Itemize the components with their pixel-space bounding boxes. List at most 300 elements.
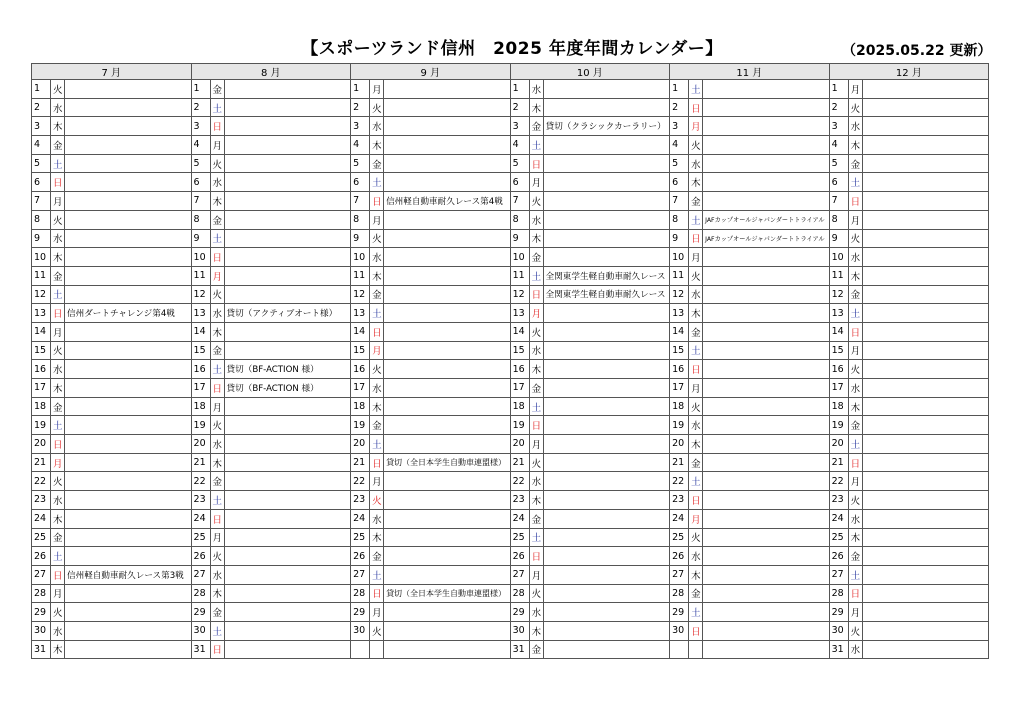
table-row [32, 304, 989, 323]
weekday: 日 [51, 565, 65, 584]
table-row [32, 154, 989, 173]
weekday: 火 [210, 285, 224, 304]
weekday: 月 [51, 584, 65, 603]
day-number [670, 640, 689, 659]
event-cell [65, 285, 192, 304]
weekday: 火 [51, 472, 65, 491]
weekday: 木 [529, 491, 543, 510]
event-cell [862, 453, 989, 472]
event-cell [65, 509, 192, 528]
day-number: 23 [191, 491, 210, 510]
day-number: 11 [510, 266, 529, 285]
weekday: 金 [689, 584, 703, 603]
weekday: 土 [370, 173, 384, 192]
weekday: 土 [210, 621, 224, 640]
day-number: 31 [510, 640, 529, 659]
event-cell [65, 435, 192, 454]
day-number: 9 [351, 229, 370, 248]
event-cell [65, 491, 192, 510]
day-number: 14 [191, 322, 210, 341]
weekday: 金 [51, 528, 65, 547]
event-cell [65, 322, 192, 341]
weekday: 水 [689, 285, 703, 304]
table-row [32, 397, 989, 416]
event-cell [65, 173, 192, 192]
weekday: 土 [210, 360, 224, 379]
weekday: 月 [370, 472, 384, 491]
event-cell [224, 98, 351, 117]
event-cell: 信州軽自動車耐久レース第3戦 [65, 565, 192, 584]
day-number: 8 [829, 210, 848, 229]
day-number: 30 [32, 621, 51, 640]
day-number: 1 [32, 80, 51, 99]
day-number: 6 [670, 173, 689, 192]
day-number: 14 [510, 322, 529, 341]
day-number: 26 [32, 547, 51, 566]
day-number: 28 [510, 584, 529, 603]
day-number: 13 [351, 304, 370, 323]
event-cell [703, 136, 830, 155]
event-cell [862, 621, 989, 640]
event-cell [65, 584, 192, 603]
weekday: 金 [529, 248, 543, 267]
event-cell: 貸切（全日本学生自動車連盟様） [384, 584, 511, 603]
weekday: 火 [689, 266, 703, 285]
weekday: 月 [529, 173, 543, 192]
weekday: 金 [210, 341, 224, 360]
weekday: 日 [51, 304, 65, 323]
weekday: 土 [370, 435, 384, 454]
day-number: 27 [829, 565, 848, 584]
table-row [32, 640, 989, 659]
weekday: 土 [51, 547, 65, 566]
day-number: 10 [32, 248, 51, 267]
day-number: 11 [829, 266, 848, 285]
day-number: 18 [670, 397, 689, 416]
weekday: 日 [848, 584, 862, 603]
event-cell [384, 565, 511, 584]
weekday: 金 [210, 210, 224, 229]
event-cell [862, 603, 989, 622]
month-header: 7 月 [32, 64, 192, 80]
day-number: 25 [829, 528, 848, 547]
event-cell [224, 192, 351, 211]
event-cell [384, 397, 511, 416]
event-cell [543, 98, 670, 117]
event-cell [543, 397, 670, 416]
day-number: 29 [191, 603, 210, 622]
weekday: 水 [848, 248, 862, 267]
day-number: 10 [670, 248, 689, 267]
event-cell [543, 435, 670, 454]
event-cell [384, 210, 511, 229]
day-number: 17 [510, 379, 529, 398]
event-cell [862, 154, 989, 173]
weekday: 木 [848, 136, 862, 155]
event-cell [384, 547, 511, 566]
weekday: 月 [529, 565, 543, 584]
weekday: 月 [210, 397, 224, 416]
day-number: 7 [670, 192, 689, 211]
event-cell [543, 565, 670, 584]
event-cell [862, 248, 989, 267]
day-number: 21 [32, 453, 51, 472]
weekday: 水 [210, 304, 224, 323]
day-number: 27 [510, 565, 529, 584]
event-cell [862, 192, 989, 211]
event-cell [384, 80, 511, 99]
weekday: 水 [210, 173, 224, 192]
weekday: 火 [529, 192, 543, 211]
weekday: 水 [689, 547, 703, 566]
event-cell [543, 528, 670, 547]
table-row [32, 547, 989, 566]
event-cell [862, 285, 989, 304]
table-row [32, 379, 989, 398]
weekday: 月 [689, 379, 703, 398]
event-cell [543, 584, 670, 603]
weekday: 木 [689, 435, 703, 454]
day-number: 8 [351, 210, 370, 229]
weekday: 水 [848, 117, 862, 136]
day-number: 2 [351, 98, 370, 117]
event-cell [543, 80, 670, 99]
weekday [370, 640, 384, 659]
day-number: 7 [829, 192, 848, 211]
event-cell [862, 80, 989, 99]
event-cell [384, 528, 511, 547]
event-cell: JAFカップオールジャパンダートトライアル [703, 210, 830, 229]
weekday: 日 [689, 360, 703, 379]
event-cell: 全関東学生軽自動車耐久レース [543, 266, 670, 285]
day-number: 15 [829, 341, 848, 360]
event-cell [65, 154, 192, 173]
day-number: 10 [191, 248, 210, 267]
weekday: 火 [51, 341, 65, 360]
weekday: 木 [210, 584, 224, 603]
event-cell [862, 584, 989, 603]
weekday: 土 [210, 491, 224, 510]
day-number: 3 [670, 117, 689, 136]
day-number: 5 [32, 154, 51, 173]
day-number: 26 [510, 547, 529, 566]
weekday: 火 [848, 360, 862, 379]
day-number: 4 [191, 136, 210, 155]
weekday: 水 [210, 565, 224, 584]
day-number: 12 [32, 285, 51, 304]
event-cell [65, 360, 192, 379]
day-number: 8 [510, 210, 529, 229]
table-row [32, 603, 989, 622]
day-number: 15 [670, 341, 689, 360]
day-number: 15 [351, 341, 370, 360]
event-cell: 貸切（クラシックカーラリー） [543, 117, 670, 136]
day-number: 3 [351, 117, 370, 136]
event-cell [384, 266, 511, 285]
weekday: 日 [848, 322, 862, 341]
weekday: 日 [370, 192, 384, 211]
event-cell [862, 416, 989, 435]
day-number: 21 [670, 453, 689, 472]
event-cell [224, 472, 351, 491]
weekday [689, 640, 703, 659]
event-cell [65, 136, 192, 155]
weekday: 金 [51, 397, 65, 416]
weekday: 月 [529, 435, 543, 454]
event-cell [65, 266, 192, 285]
weekday: 土 [689, 341, 703, 360]
weekday: 火 [689, 397, 703, 416]
weekday: 月 [51, 192, 65, 211]
day-number: 26 [351, 547, 370, 566]
event-cell [703, 621, 830, 640]
weekday: 土 [689, 210, 703, 229]
weekday: 日 [210, 640, 224, 659]
month-header: 12 月 [829, 64, 989, 80]
weekday: 土 [848, 435, 862, 454]
weekday: 火 [529, 584, 543, 603]
day-number: 25 [670, 528, 689, 547]
weekday: 月 [848, 210, 862, 229]
day-number: 27 [32, 565, 51, 584]
weekday: 火 [370, 360, 384, 379]
weekday: 土 [848, 173, 862, 192]
day-number [351, 640, 370, 659]
day-number: 19 [510, 416, 529, 435]
weekday: 土 [51, 285, 65, 304]
event-cell [384, 640, 511, 659]
event-cell [384, 117, 511, 136]
weekday: 水 [529, 341, 543, 360]
weekday: 木 [689, 304, 703, 323]
event-cell [384, 360, 511, 379]
weekday: 月 [689, 509, 703, 528]
event-cell [65, 80, 192, 99]
event-cell [543, 547, 670, 566]
weekday: 火 [529, 453, 543, 472]
weekday: 月 [848, 603, 862, 622]
day-number: 29 [829, 603, 848, 622]
event-cell [703, 547, 830, 566]
event-cell [224, 248, 351, 267]
day-number: 3 [829, 117, 848, 136]
weekday: 水 [210, 435, 224, 454]
event-cell [862, 509, 989, 528]
day-number: 3 [32, 117, 51, 136]
weekday: 土 [848, 304, 862, 323]
event-cell [703, 192, 830, 211]
event-cell [703, 397, 830, 416]
event-cell [862, 266, 989, 285]
weekday: 土 [210, 98, 224, 117]
day-number: 2 [829, 98, 848, 117]
day-number: 14 [670, 322, 689, 341]
day-number: 29 [670, 603, 689, 622]
day-number: 25 [32, 528, 51, 547]
day-number: 11 [191, 266, 210, 285]
event-cell [65, 98, 192, 117]
weekday: 水 [370, 248, 384, 267]
event-cell [384, 248, 511, 267]
event-cell [543, 603, 670, 622]
event-cell [862, 472, 989, 491]
weekday: 土 [51, 416, 65, 435]
event-cell [862, 640, 989, 659]
event-cell [224, 322, 351, 341]
weekday: 金 [370, 547, 384, 566]
event-cell [384, 509, 511, 528]
weekday: 火 [51, 603, 65, 622]
weekday: 火 [848, 621, 862, 640]
event-cell [703, 509, 830, 528]
day-number: 7 [32, 192, 51, 211]
weekday: 月 [51, 322, 65, 341]
event-cell [862, 435, 989, 454]
weekday: 日 [689, 491, 703, 510]
day-number: 17 [191, 379, 210, 398]
day-number: 5 [351, 154, 370, 173]
day-number: 25 [510, 528, 529, 547]
event-cell [65, 528, 192, 547]
day-number: 17 [670, 379, 689, 398]
event-cell [224, 266, 351, 285]
day-number: 31 [191, 640, 210, 659]
weekday: 火 [370, 621, 384, 640]
weekday: 日 [370, 322, 384, 341]
weekday: 木 [370, 266, 384, 285]
weekday: 木 [210, 322, 224, 341]
table-row [32, 285, 989, 304]
day-number: 28 [191, 584, 210, 603]
day-number: 1 [510, 80, 529, 99]
event-cell [543, 136, 670, 155]
table-row [32, 266, 989, 285]
event-cell [384, 154, 511, 173]
day-number: 8 [670, 210, 689, 229]
event-cell [65, 192, 192, 211]
day-number: 24 [351, 509, 370, 528]
event-cell [862, 491, 989, 510]
day-number: 29 [351, 603, 370, 622]
weekday: 月 [689, 117, 703, 136]
weekday: 土 [370, 304, 384, 323]
event-cell [65, 416, 192, 435]
event-cell [65, 397, 192, 416]
day-number: 21 [191, 453, 210, 472]
event-cell [703, 285, 830, 304]
day-number: 1 [191, 80, 210, 99]
event-cell [703, 266, 830, 285]
event-cell [703, 98, 830, 117]
table-row [32, 173, 989, 192]
weekday: 日 [529, 154, 543, 173]
day-number: 14 [829, 322, 848, 341]
event-cell [543, 210, 670, 229]
event-cell [384, 136, 511, 155]
day-number: 26 [191, 547, 210, 566]
weekday: 土 [529, 528, 543, 547]
weekday: 日 [529, 416, 543, 435]
weekday: 土 [51, 154, 65, 173]
day-number: 12 [351, 285, 370, 304]
weekday: 日 [529, 547, 543, 566]
weekday: 金 [51, 136, 65, 155]
weekday: 水 [51, 360, 65, 379]
event-cell [703, 453, 830, 472]
day-number: 18 [351, 397, 370, 416]
event-cell [224, 603, 351, 622]
day-number: 4 [510, 136, 529, 155]
weekday: 水 [529, 472, 543, 491]
event-cell [384, 416, 511, 435]
weekday: 木 [848, 266, 862, 285]
day-number: 15 [510, 341, 529, 360]
day-number: 20 [670, 435, 689, 454]
day-number: 6 [191, 173, 210, 192]
event-cell [703, 584, 830, 603]
weekday: 月 [848, 80, 862, 99]
day-number: 23 [670, 491, 689, 510]
event-cell [224, 491, 351, 510]
weekday: 火 [689, 136, 703, 155]
event-cell [224, 584, 351, 603]
event-cell [862, 136, 989, 155]
weekday: 土 [210, 229, 224, 248]
weekday: 木 [529, 98, 543, 117]
day-number: 3 [510, 117, 529, 136]
day-number: 15 [191, 341, 210, 360]
event-cell [65, 621, 192, 640]
weekday: 火 [848, 491, 862, 510]
event-cell [65, 472, 192, 491]
weekday: 土 [689, 603, 703, 622]
day-number: 6 [510, 173, 529, 192]
event-cell [384, 98, 511, 117]
weekday: 木 [848, 397, 862, 416]
event-cell [224, 528, 351, 547]
weekday: 木 [370, 136, 384, 155]
weekday: 日 [370, 453, 384, 472]
day-number: 21 [829, 453, 848, 472]
day-number: 4 [351, 136, 370, 155]
month-header: 9 月 [351, 64, 511, 80]
event-cell [703, 528, 830, 547]
event-cell [543, 360, 670, 379]
day-number: 22 [829, 472, 848, 491]
table-row [32, 509, 989, 528]
annual-calendar-table [31, 63, 989, 659]
day-number: 23 [32, 491, 51, 510]
day-number: 24 [670, 509, 689, 528]
weekday: 水 [848, 509, 862, 528]
event-cell [543, 472, 670, 491]
event-cell [862, 341, 989, 360]
day-number: 6 [32, 173, 51, 192]
table-row [32, 341, 989, 360]
table-row [32, 472, 989, 491]
table-row [32, 491, 989, 510]
day-number: 19 [670, 416, 689, 435]
day-number: 10 [510, 248, 529, 267]
day-number: 2 [191, 98, 210, 117]
event-cell [384, 229, 511, 248]
table-row [32, 322, 989, 341]
weekday: 木 [370, 528, 384, 547]
weekday: 木 [370, 397, 384, 416]
day-number: 20 [191, 435, 210, 454]
weekday: 火 [848, 98, 862, 117]
weekday: 水 [370, 117, 384, 136]
